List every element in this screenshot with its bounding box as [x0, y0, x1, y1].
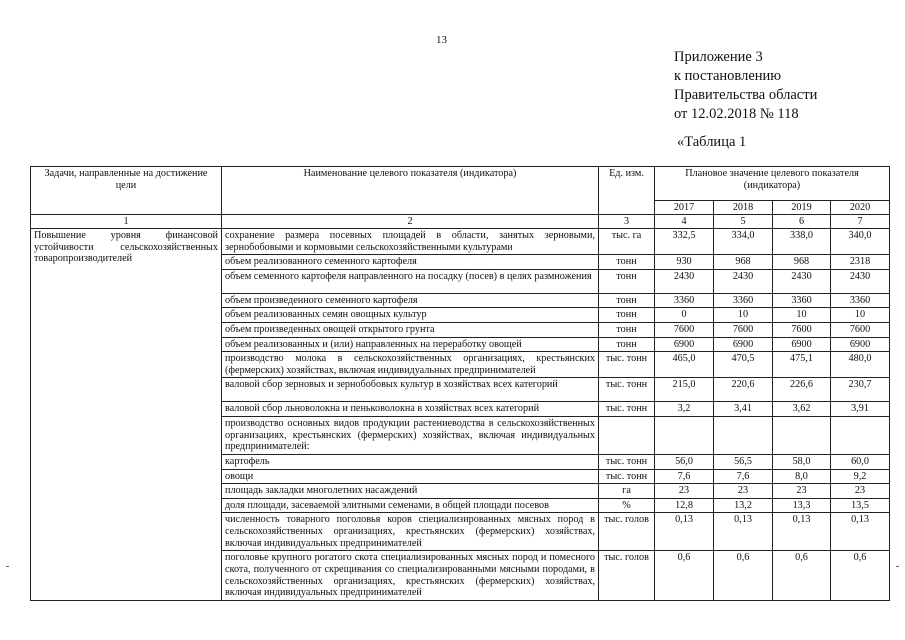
- value-cell: 3360: [773, 293, 831, 308]
- value-cell: [831, 416, 890, 454]
- value-cell: 0,6: [831, 551, 890, 601]
- unit-cell: [599, 416, 655, 454]
- indicator-name: численность товарного поголовья коров специализированных мясных пород в сельскохозяйственных организациях, крестьянских (фермерских) хозяйствах, включая индивидуальных предпринимателей: [222, 513, 599, 551]
- value-cell: 220,6: [714, 378, 773, 402]
- indicator-name: объем реализованных семян овощных культур: [222, 308, 599, 323]
- unit-cell: тонн: [599, 293, 655, 308]
- value-cell: 2430: [773, 269, 831, 293]
- value-cell: 23: [831, 484, 890, 499]
- value-cell: 3,2: [655, 402, 714, 417]
- indicator-name: овощи: [222, 469, 599, 484]
- value-cell: 58,0: [773, 454, 831, 469]
- table-row: [31, 229, 890, 255]
- appendix-line: от 12.02.2018 № 118: [674, 106, 799, 122]
- value-cell: 2430: [831, 269, 890, 293]
- value-cell: 13,3: [773, 498, 831, 513]
- value-cell: 226,6: [773, 378, 831, 402]
- value-cell: 0,6: [773, 551, 831, 601]
- table-label: «Таблица 1: [677, 134, 747, 150]
- value-cell: 7,6: [714, 469, 773, 484]
- value-cell: [655, 416, 714, 454]
- header-plan: Плановое значение целевого показателя (индикатора): [655, 167, 890, 201]
- unit-cell: тонн: [599, 322, 655, 337]
- header-year: 2020: [831, 201, 890, 215]
- unit-cell: тыс. голов: [599, 513, 655, 551]
- value-cell: 338,0: [773, 229, 831, 255]
- unit-cell: тонн: [599, 269, 655, 293]
- value-cell: 0,13: [773, 513, 831, 551]
- unit-cell: тыс. тонн: [599, 352, 655, 378]
- indicator-name: площадь закладки многолетних насаждений: [222, 484, 599, 499]
- column-number: 6: [773, 215, 831, 229]
- value-cell: 56,0: [655, 454, 714, 469]
- indicator-name: валовой сбор зерновых и зернобобовых культур в хозяйствах всех категорий: [222, 378, 599, 402]
- value-cell: 7600: [773, 322, 831, 337]
- unit-cell: га: [599, 484, 655, 499]
- indicator-table: [30, 166, 890, 601]
- indicator-name: объем произведенного семенного картофеля: [222, 293, 599, 308]
- page-number: 13: [436, 34, 447, 46]
- value-cell: 13,2: [714, 498, 773, 513]
- header-unit: Ед. изм.: [599, 167, 655, 215]
- header-year: 2017: [655, 201, 714, 215]
- unit-cell: тыс. тонн: [599, 469, 655, 484]
- indicator-name: сохранение размера посевных площадей в области, занятых зерновыми, зернобобовыми и кормовыми сельскохозяйственными культурами: [222, 229, 599, 255]
- unit-cell: тонн: [599, 337, 655, 352]
- unit-cell: тыс. тонн: [599, 402, 655, 417]
- value-cell: 6900: [714, 337, 773, 352]
- value-cell: 3360: [714, 293, 773, 308]
- appendix-heading: [674, 48, 817, 124]
- value-cell: 470,5: [714, 352, 773, 378]
- value-cell: 230,7: [831, 378, 890, 402]
- indicator-name: производство основных видов продукции растениеводства в сельскохозяйственных организациях, крестьянских (фермерских) хозяйствах, включая индивидуальных предпринимателей:: [222, 416, 599, 454]
- value-cell: 6900: [831, 337, 890, 352]
- value-cell: 3360: [831, 293, 890, 308]
- value-cell: 3360: [655, 293, 714, 308]
- value-cell: 12,8: [655, 498, 714, 513]
- value-cell: 23: [714, 484, 773, 499]
- value-cell: 10: [831, 308, 890, 323]
- header-tasks: Задачи, направленные на достижение цели: [31, 167, 222, 215]
- value-cell: 0: [655, 308, 714, 323]
- value-cell: 0,6: [655, 551, 714, 601]
- value-cell: 0,13: [655, 513, 714, 551]
- indicator-name: объем реализованных и (или) направленных на переработку овощей: [222, 337, 599, 352]
- indicator-name: производство молока в сельскохозяйственных организациях, крестьянских (фермерских) хозяйствах, включая индивидуальных предпринимателей: [222, 352, 599, 378]
- header-year: 2019: [773, 201, 831, 215]
- column-number: 3: [599, 215, 655, 229]
- appendix-line: к постановлению: [674, 68, 782, 84]
- value-cell: 334,0: [714, 229, 773, 255]
- value-cell: 56,5: [714, 454, 773, 469]
- indicator-name: картофель: [222, 454, 599, 469]
- value-cell: 930: [655, 255, 714, 270]
- unit-cell: тыс. тонн: [599, 454, 655, 469]
- value-cell: 6900: [655, 337, 714, 352]
- appendix-line: Приложение 3: [674, 49, 763, 65]
- value-cell: 968: [773, 255, 831, 270]
- indicator-name: доля площади, засеваемой элитными семенами, в общей площади посевов: [222, 498, 599, 513]
- value-cell: [773, 416, 831, 454]
- indicator-name: валовой сбор льноволокна и пеньковолокна в хозяйствах всех категорий: [222, 402, 599, 417]
- value-cell: 9,2: [831, 469, 890, 484]
- value-cell: 480,0: [831, 352, 890, 378]
- value-cell: 10: [773, 308, 831, 323]
- column-number: 2: [222, 215, 599, 229]
- value-cell: 7600: [655, 322, 714, 337]
- value-cell: 0,6: [714, 551, 773, 601]
- value-cell: 10: [714, 308, 773, 323]
- column-number: 5: [714, 215, 773, 229]
- value-cell: 60,0: [831, 454, 890, 469]
- unit-cell: тонн: [599, 255, 655, 270]
- value-cell: 6900: [773, 337, 831, 352]
- column-number: 7: [831, 215, 890, 229]
- value-cell: 2318: [831, 255, 890, 270]
- header-indicator: Наименование целевого показателя (индикатора): [222, 167, 599, 215]
- column-number: 4: [655, 215, 714, 229]
- value-cell: 23: [655, 484, 714, 499]
- unit-cell: тыс. га: [599, 229, 655, 255]
- appendix-line: Правительства области: [674, 87, 818, 103]
- value-cell: 13,5: [831, 498, 890, 513]
- scan-mark: [6, 566, 9, 567]
- unit-cell: тыс. голов: [599, 551, 655, 601]
- value-cell: 7600: [831, 322, 890, 337]
- value-cell: 332,5: [655, 229, 714, 255]
- value-cell: 340,0: [831, 229, 890, 255]
- value-cell: 23: [773, 484, 831, 499]
- unit-cell: тонн: [599, 308, 655, 323]
- value-cell: 968: [714, 255, 773, 270]
- value-cell: 215,0: [655, 378, 714, 402]
- value-cell: 2430: [655, 269, 714, 293]
- indicator-name: объем произведенных овощей открытого грунта: [222, 322, 599, 337]
- value-cell: 2430: [714, 269, 773, 293]
- value-cell: 3,41: [714, 402, 773, 417]
- task-cell: Повышение уровня финансовой устойчивости сельскохозяйственных товаропроизводителей: [31, 229, 222, 601]
- value-cell: 7600: [714, 322, 773, 337]
- value-cell: 3,91: [831, 402, 890, 417]
- unit-cell: тыс. тонн: [599, 378, 655, 402]
- column-number: 1: [31, 215, 222, 229]
- scan-mark: [896, 566, 899, 567]
- value-cell: 3,62: [773, 402, 831, 417]
- value-cell: 465,0: [655, 352, 714, 378]
- unit-cell: %: [599, 498, 655, 513]
- value-cell: 8,0: [773, 469, 831, 484]
- indicator-name: объем реализованного семенного картофеля: [222, 255, 599, 270]
- indicator-name: объем семенного картофеля направленного на посадку (посев) в целях размножения: [222, 269, 599, 293]
- value-cell: [714, 416, 773, 454]
- value-cell: 7,6: [655, 469, 714, 484]
- indicator-name: поголовье крупного рогатого скота специализированных мясных пород и помесного скота, полученного от скрещивания со специализированными мясными породами, в сельскохозяйственных организациях, крестьянских (фермерских) хозяйствах, включая индивидуальных предпринимателей: [222, 551, 599, 601]
- value-cell: 0,13: [714, 513, 773, 551]
- value-cell: 475,1: [773, 352, 831, 378]
- header-year: 2018: [714, 201, 773, 215]
- value-cell: 0,13: [831, 513, 890, 551]
